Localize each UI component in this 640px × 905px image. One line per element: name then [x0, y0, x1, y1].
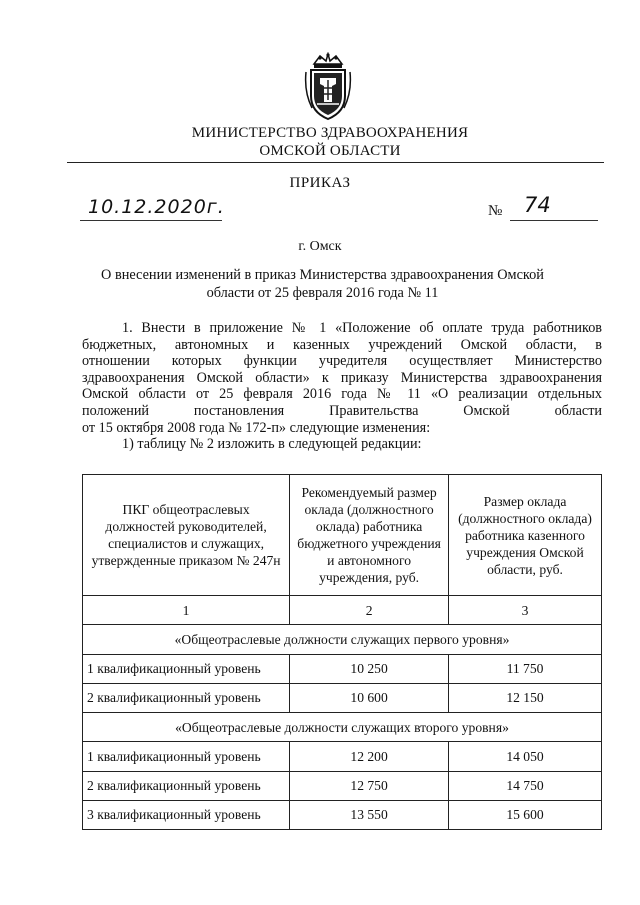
table-row — [83, 800, 602, 829]
group-title: «Общеотраслевые должности служащих первого уровня» — [83, 625, 602, 654]
table-row — [83, 771, 602, 800]
level-cell: 1 квалификационный уровень — [83, 654, 290, 683]
table-row — [83, 742, 602, 771]
group-row — [83, 713, 602, 742]
city-label: г. Омск — [298, 239, 342, 254]
body-line: от 15 октября 2008 года № 172-п» следующие изменения: — [82, 419, 431, 436]
group-title: «Общеотраслевые должности служащих второго уровня» — [83, 713, 602, 742]
body-paragraph — [82, 320, 602, 453]
date-underline — [80, 220, 222, 221]
salary-table — [82, 474, 602, 830]
value-cell: 15 600 — [449, 800, 602, 829]
value-cell: 12 150 — [449, 683, 602, 712]
table-header-cell: ПКГ общеотраслевых должностей руководителей, специалистов и служащих, утвержденные приказом № 247н — [83, 475, 290, 596]
table-row — [83, 654, 602, 683]
value-cell: 10 250 — [290, 654, 449, 683]
number-underline — [510, 220, 598, 221]
value-cell: 10 600 — [290, 683, 449, 712]
body-line: бюджетных, автономных и казенных учреждений Омской области, в — [82, 336, 602, 353]
group-row — [83, 625, 602, 654]
number-sign: № — [488, 203, 503, 219]
column-number: 1 — [83, 596, 290, 625]
body-line: 1) таблицу № 2 изложить в следующей редакции: — [122, 436, 422, 453]
table-row — [83, 683, 602, 712]
value-cell: 12 200 — [290, 742, 449, 771]
ministry-name-line2: ОМСКОЙ ОБЛАСТИ — [259, 143, 401, 159]
column-number: 2 — [290, 596, 449, 625]
value-cell: 11 750 — [449, 654, 602, 683]
level-cell: 2 квалификационный уровень — [83, 683, 290, 712]
value-cell: 12 750 — [290, 771, 449, 800]
handwritten-date: 10.12.2020г. — [88, 196, 225, 218]
column-number: 3 — [449, 596, 602, 625]
coat-of-arms-emblem — [304, 52, 352, 122]
level-cell: 3 квалификационный уровень — [83, 800, 290, 829]
subject-line-2: области от 25 февраля 2016 года № 11 — [206, 285, 439, 301]
header-divider — [67, 162, 604, 163]
handwritten-number: 74 — [524, 193, 551, 217]
value-cell: 14 750 — [449, 771, 602, 800]
body-line: отношении которых функции учредителя осуществляет Министерство — [82, 353, 602, 370]
level-cell: 1 квалификационный уровень — [83, 742, 290, 771]
ministry-name-line1: МИНИСТЕРСТВО ЗДРАВООХРАНЕНИЯ — [191, 125, 469, 141]
table-header-cell: Размер оклада (должностного оклада) работника казенного учреждения Омской области, руб. — [449, 475, 602, 596]
body-line: Омской области от 25 февраля 2016 года № 11 «О реализации отдельных — [82, 386, 602, 403]
level-cell: 2 квалификационный уровень — [83, 771, 290, 800]
column-number-row — [83, 596, 602, 625]
subject-line-1: О внесении изменений в приказ Министерства здравоохранения Омской — [101, 267, 544, 283]
value-cell: 14 050 — [449, 742, 602, 771]
value-cell: 13 550 — [290, 800, 449, 829]
body-line: здравоохранения Омской области» к приказу Министерства здравоохранения — [82, 369, 602, 386]
table-header-row — [83, 475, 602, 596]
document-type-title: ПРИКАЗ — [289, 175, 351, 191]
table-header-cell: Рекомендуемый размер оклада (должностного оклада) работника бюджетного учреждения и автономного учреждения, руб. — [290, 475, 449, 596]
body-line: 1. Внести в приложение № 1 «Положение об оплате труда работников — [122, 320, 602, 336]
body-line: положений постановления Правительства Омской области — [82, 402, 602, 419]
